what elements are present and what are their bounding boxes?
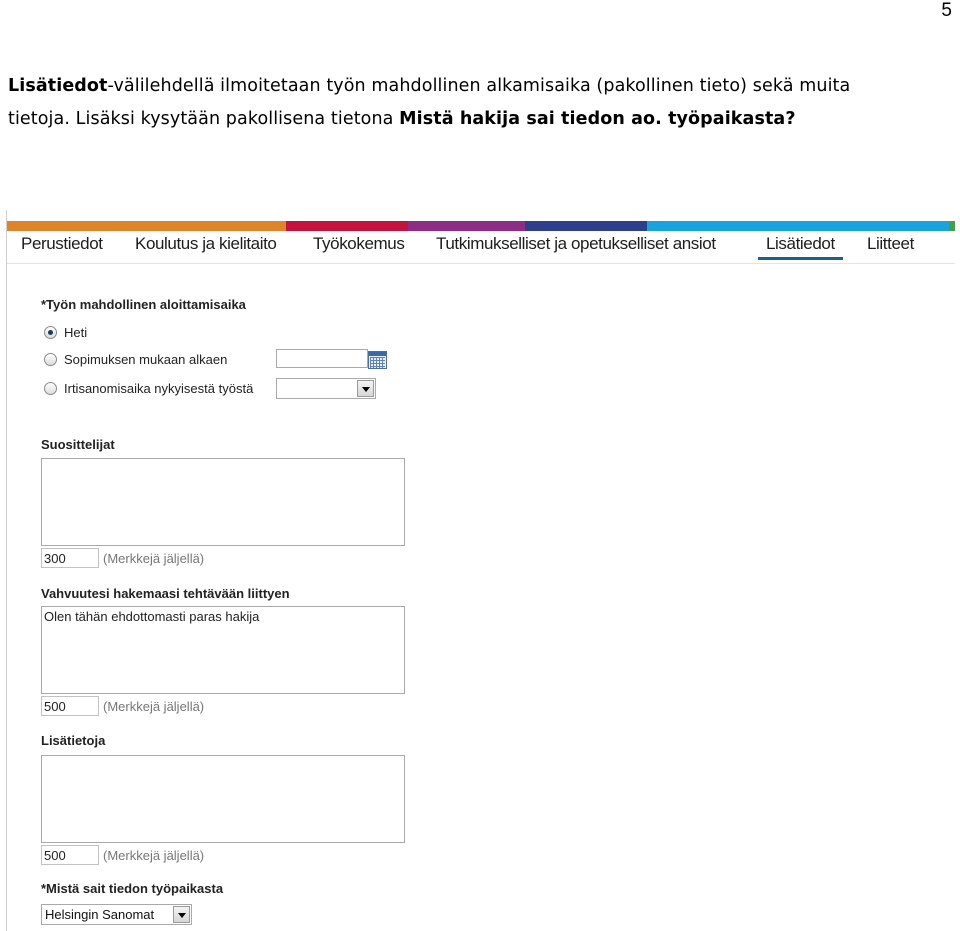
radio-label: Sopimuksen mukaan alkaen — [64, 351, 228, 367]
application-screenshot — [6, 210, 957, 931]
chevron-down-icon[interactable] — [173, 906, 190, 923]
radio-option-notice[interactable] — [44, 379, 253, 397]
tab-tyokokemus[interactable]: Työkokemus — [313, 234, 405, 253]
calendar-icon[interactable] — [368, 351, 387, 369]
source-select[interactable] — [41, 904, 192, 925]
additional-info-form — [7, 210, 955, 931]
source-selected-value: Helsingin Sanomat — [45, 907, 155, 922]
intro-tab-name: Lisätiedot — [8, 76, 108, 96]
tab-perustiedot[interactable]: Perustiedot — [21, 234, 103, 253]
references-textarea[interactable] — [41, 458, 405, 546]
radio-button[interactable] — [44, 353, 57, 366]
notice-period-select[interactable] — [276, 378, 376, 399]
references-counter: 300 — [41, 548, 99, 568]
page-number: 5 — [941, 0, 952, 21]
references-counter-note: (Merkkejä jäljellä) — [103, 551, 205, 566]
chevron-down-icon[interactable] — [357, 380, 374, 397]
radio-option-heti[interactable] — [44, 323, 87, 341]
tab-tutkimukselliset[interactable]: Tutkimukselliset ja opetukselliset ansiot — [436, 234, 716, 253]
references-label: Suosittelijat — [41, 437, 115, 452]
intro-paragraph — [8, 70, 938, 136]
calendar-icon-header — [369, 352, 386, 356]
additional-counter: 500 — [41, 845, 99, 865]
tab-koulutus[interactable]: Koulutus ja kielitaito — [135, 234, 277, 253]
calendar-icon-grid — [370, 357, 385, 368]
strengths-textarea[interactable]: Olen tähän ehdottomasti paras hakija — [41, 606, 405, 694]
radio-button[interactable] — [44, 326, 57, 339]
additional-counter-note: (Merkkejä jäljellä) — [103, 848, 205, 863]
radio-button[interactable] — [44, 382, 57, 395]
strengths-label: Vahvuutesi hakemaasi tehtävään liittyen — [41, 586, 290, 601]
additional-textarea[interactable] — [41, 755, 405, 843]
intro-text-2: tietoja. Lisäksi kysytään pakollisena tietona — [8, 109, 400, 129]
intro-question: Mistä hakija sai tiedon ao. työpaikasta? — [399, 109, 796, 129]
strengths-counter-note: (Merkkejä jäljellä) — [103, 699, 205, 714]
strengths-counter: 500 — [41, 696, 99, 716]
radio-option-agreement[interactable] — [44, 350, 227, 368]
start-date-input[interactable] — [276, 349, 368, 368]
additional-label: Lisätietoja — [41, 733, 106, 748]
tab-lisatiedot[interactable]: Lisätiedot — [758, 234, 843, 260]
radio-label: Heti — [64, 324, 88, 340]
intro-text-1: -välilehdellä ilmoitetaan työn mahdollinen alkamisaika (pakollinen tieto) sekä muita — [107, 76, 851, 96]
tab-liitteet[interactable]: Liitteet — [867, 234, 914, 253]
source-label: *Mistä sait tiedon työpaikasta — [41, 881, 224, 896]
radio-label: Irtisanomisaika nykyisestä työstä — [64, 380, 254, 396]
start-time-label: *Työn mahdollinen aloittamisaika — [41, 297, 246, 312]
